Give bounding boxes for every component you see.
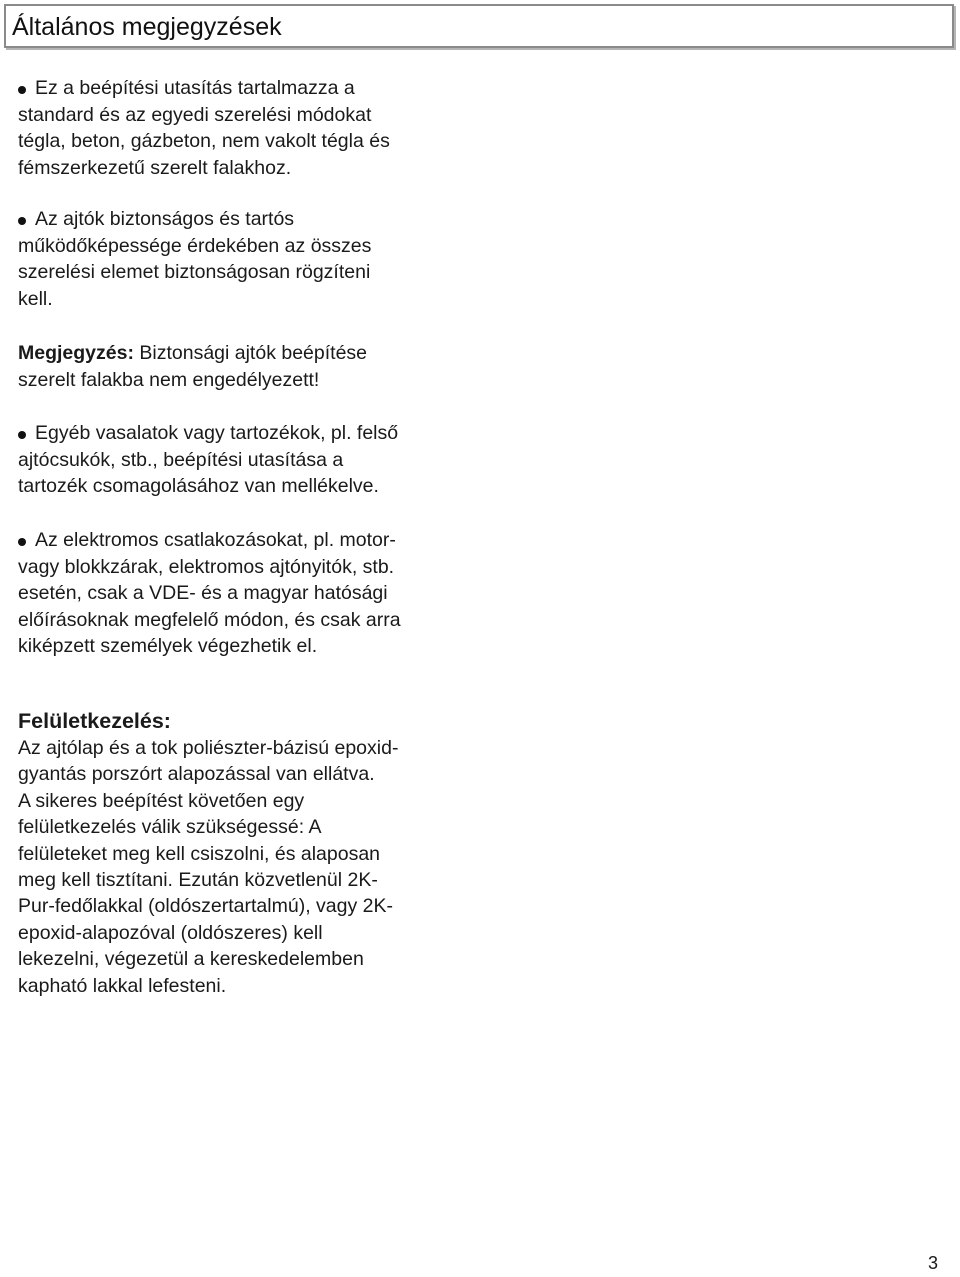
- remark-text: Biztonsági ajtók beépítése: [133, 342, 368, 364]
- list-item-line: szerelési elemet biztonságosan rögzíteni: [18, 261, 371, 283]
- paragraph-line: Az ajtólap és a tok poliészter-bázisú epoxid-: [18, 737, 399, 759]
- paragraph-line: kapható lakkal lefesteni.: [18, 974, 227, 997]
- paragraph-line: felületeket meg kell csiszolni, és alaposan: [18, 842, 381, 865]
- list-item-line: tartozék csomagolásához van mellékelve.: [18, 475, 379, 497]
- list-item-first-line: Ez a beépítési utasítás tartalmazza a: [35, 77, 355, 99]
- paragraph-line: gyantás porszórt alapozással van ellátva.: [18, 763, 375, 786]
- remark-text-line: szerelt falakba nem engedélyezett!: [18, 368, 320, 391]
- list-item-first-line: Egyéb vasalatok vagy tartozékok, pl. felső: [35, 422, 399, 444]
- list-item-line: kell.: [18, 287, 53, 310]
- paragraph-line: meg kell tisztítani. Ezután közvetlenül 2K-: [18, 869, 378, 892]
- paragraph-line: A sikeres beépítést követően egy: [18, 789, 305, 812]
- list-item-first-line: Az elektromos csatlakozásokat, pl. motor-: [35, 529, 396, 551]
- list-item: [18, 206, 488, 312]
- list-item-first-line: Az ajtók biztonságos és tartós: [35, 208, 295, 230]
- list-item-line: fémszerkezetű szerelt falakhoz.: [18, 156, 292, 179]
- page-title: Általános megjegyzések: [12, 13, 282, 41]
- bullet-icon: [18, 217, 26, 225]
- list-item-line: működőképessége érdekében az összes: [18, 234, 372, 257]
- surface-paragraph: [18, 735, 488, 999]
- section-heading-surface: Felületkezelés:: [18, 709, 171, 733]
- paragraph-line: epoxid-alapozóval (oldószeres) kell: [18, 921, 323, 944]
- page-number: 3: [927, 1253, 938, 1273]
- list-item: [18, 420, 488, 500]
- paragraph-line: Pur-fedőlakkal (oldószertartalmú), vagy 2K-: [18, 895, 393, 918]
- bullet-icon: [18, 538, 26, 546]
- list-item-line: előírásoknak megfelelő módon, és csak arra: [18, 608, 401, 631]
- paragraph-line: felületkezelés válik szükségessé: A: [18, 816, 322, 839]
- list-item-line: tégla, beton, gázbeton, nem vakolt tégla és: [18, 130, 390, 152]
- list-item-line: ajtócsukók, stb., beépítési utasítása a: [18, 448, 344, 471]
- list-item: [18, 527, 488, 660]
- title-box: [4, 4, 954, 48]
- list-item-line: esetén, csak a VDE- és a magyar hatósági: [18, 582, 388, 604]
- remark: [18, 340, 488, 393]
- bullet-icon: [18, 431, 26, 439]
- list-item-line: standard és az egyedi szerelési módokat: [18, 103, 372, 126]
- list-item: [18, 75, 488, 181]
- remark-label: Megjegyzés:: [18, 342, 134, 364]
- bullet-icon: [18, 86, 26, 94]
- list-item-line: vagy blokkzárak, elektromos ajtónyitók, stb.: [18, 555, 395, 578]
- list-item-line: kiképzett személyek végezhetik el.: [18, 635, 318, 657]
- paragraph-line: lekezelni, végezetül a kereskedelemben: [18, 948, 364, 971]
